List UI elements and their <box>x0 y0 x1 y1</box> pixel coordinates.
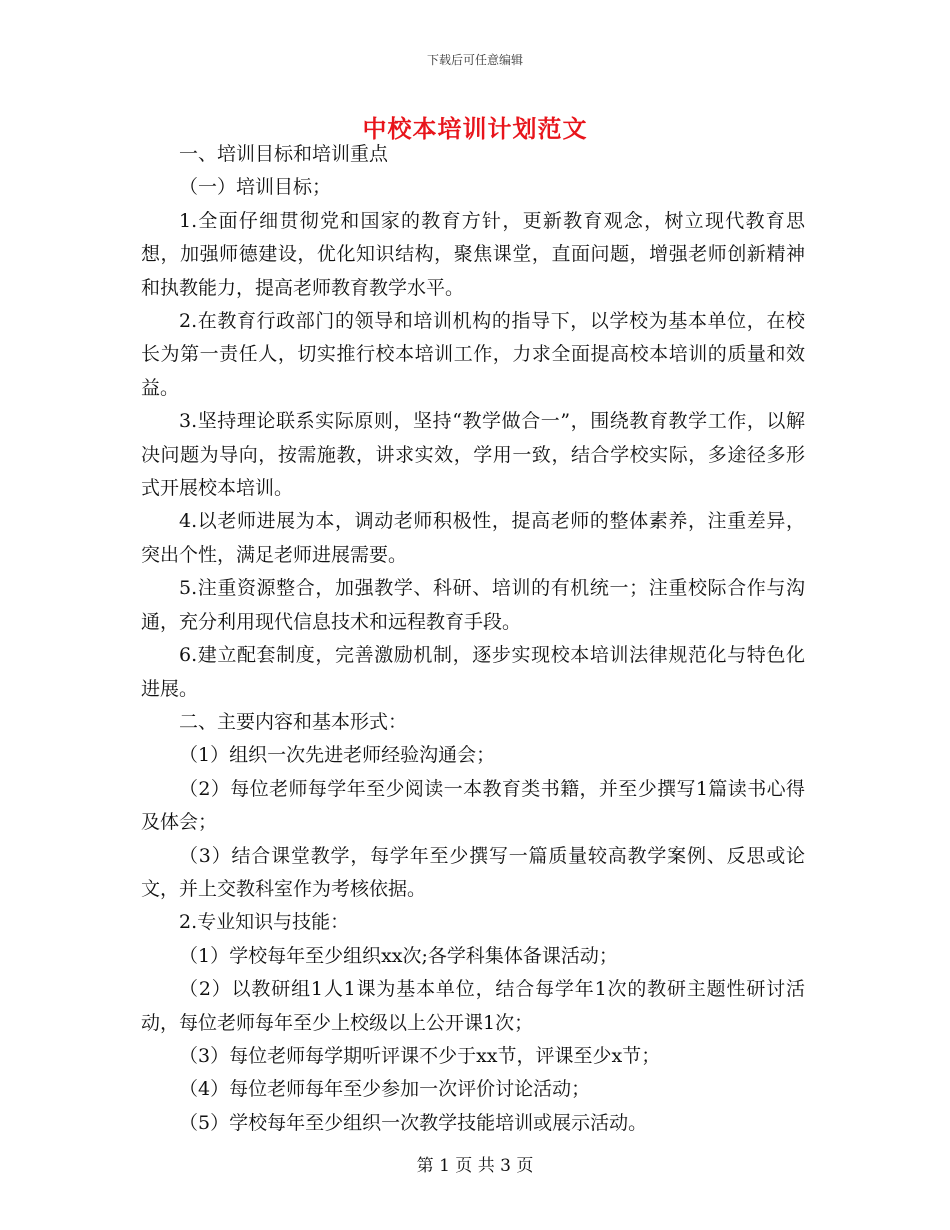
document-body <box>141 138 805 1140</box>
paragraph: 3.坚持理论联系实际原则，坚持“教学做合一”，围绕教育教学工作，以解决问题为导向，按需施教，讲求实效，学用一致，结合学校实际，多途径多形式开展校本培训。 <box>141 410 805 500</box>
section-heading: 一、培训目标和培训重点 <box>179 143 389 165</box>
page-number: 第 1 页 共 3 页 <box>416 1156 534 1176</box>
paragraph: 1.全面仔细贯彻党和国家的教育方针，更新教育观念，树立现代教育思想，加强师德建设，优化知识结构，聚焦课堂，直面问题，增强老师创新精神和执教能力，提高老师教育教学水平。 <box>141 209 805 299</box>
paragraph: 4.以老师进展为本，调动老师积极性，提高老师的整体素养，注重差异，突出个性，满足老师进展需要。 <box>141 510 805 566</box>
list-item: （3）每位老师每学期听评课不少于xx节，评课至少x节； <box>179 1044 661 1067</box>
list-item: （1）学校每年至少组织xx次;各学科集体备课活动； <box>179 944 618 967</box>
list-item: （4）每位老师每年至少参加一次评价讨论活动； <box>179 1078 591 1101</box>
page-header-note: 下载后可任意编辑 <box>426 53 523 67</box>
list-item: （2）以教研组1人1课为基本单位，结合每学年1次的教研主题性研讨活动，每位老师每年至少上校级以上公开课1次； <box>141 978 805 1034</box>
paragraph: 5.注重资源整合，加强教学、科研、培训的有机统一；注重校际合作与沟通，充分利用现代信息技术和远程教育手段。 <box>141 577 805 633</box>
document-title: 中校本培训计划范文 <box>362 114 588 143</box>
list-item: （2）每位老师每学年至少阅读一本教育类书籍，并至少撰写1篇读书心得及体会； <box>141 777 805 834</box>
list-item: （3）结合课堂教学，每学年至少撰写一篇质量较高教学案例、反思或论文，并上交教科室作为考核依据。 <box>141 844 805 900</box>
paragraph: 2.在教育行政部门的领导和培训机构的指导下，以学校为基本单位，在校长为第一责任人，切实推行校本培训工作，力求全面提高校本培训的质量和效益。 <box>141 310 805 399</box>
subsection-heading: 2.专业知识与技能： <box>179 911 350 934</box>
list-item: （5）学校每年至少组织一次教学技能培训或展示活动。 <box>179 1111 648 1134</box>
paragraph: 6.建立配套制度，完善激励机制，逐步实现校本培训法律规范化与特色化进展。 <box>141 644 805 700</box>
subsection-heading: （一）培训目标； <box>179 176 332 199</box>
list-item: （1）组织一次先进老师经验沟通会； <box>179 744 496 767</box>
section-heading: 二、主要内容和基本形式： <box>179 710 408 733</box>
